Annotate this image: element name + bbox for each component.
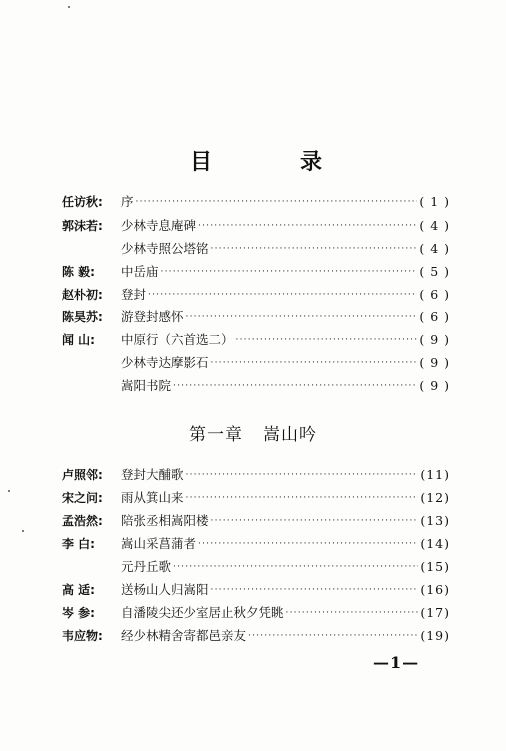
toc-page-ref: ( 9 ) — [419, 378, 450, 393]
toc-row — [0, 603, 506, 623]
toc-entry — [121, 192, 450, 212]
toc-author: 岑 参: — [62, 606, 95, 620]
toc-page-ref: ( 9 ) — [419, 355, 450, 370]
toc-entry — [121, 239, 450, 259]
toc-author: 赵朴初: — [62, 288, 103, 302]
toc-entry — [121, 534, 450, 554]
toc-page-ref: (15) — [420, 559, 450, 574]
toc-entry — [121, 262, 450, 282]
toc-author: 李 白: — [62, 537, 95, 551]
toc-entry — [121, 488, 450, 508]
toc-page-ref: (11) — [420, 467, 450, 482]
toc-entry-title: 经少林精舍寄都邑亲友 — [121, 628, 247, 643]
toc-row — [0, 216, 506, 236]
toc-author: 高 适: — [62, 583, 95, 597]
toc-entry-title: 序 — [121, 194, 134, 209]
toc-leader-dots — [236, 330, 418, 350]
toc-leader-dots — [211, 511, 419, 531]
toc-row — [0, 239, 506, 259]
toc-row — [0, 626, 506, 646]
toc-entry-title: 少林寺息庵碑 — [121, 218, 197, 233]
toc-leader-dots — [161, 262, 418, 282]
toc-page-ref: (13) — [420, 513, 450, 528]
toc-entry — [121, 603, 450, 623]
chapter-number: 第一章 — [189, 425, 243, 445]
toc-row — [0, 192, 506, 212]
toc-leader-dots — [211, 239, 418, 259]
chapter-heading — [0, 420, 506, 445]
toc-entry-title: 自潘陵尖还少室居止秋夕凭眺 — [121, 605, 284, 620]
toc-entry-title: 元丹丘歌 — [121, 559, 172, 574]
toc-leader-dots — [173, 557, 418, 577]
toc-author: 陈 毅: — [62, 265, 95, 279]
toc-leader-dots — [186, 465, 419, 485]
toc-leader-dots — [198, 216, 417, 236]
toc-row — [0, 580, 506, 600]
scan-speck — [68, 6, 70, 8]
toc-entry — [121, 376, 450, 396]
page-title — [0, 145, 506, 175]
toc-leader-dots — [211, 353, 418, 373]
toc-leader-dots — [148, 285, 417, 305]
toc-page-ref: ( 1 ) — [419, 194, 450, 209]
title-char-2: 录 — [300, 150, 323, 175]
toc-entry-title: 送杨山人归嵩阳 — [121, 582, 209, 597]
page-number: —1— — [373, 653, 420, 672]
toc-author: 宋之问: — [62, 491, 103, 505]
toc-entry — [121, 307, 450, 327]
toc-page-ref: ( 6 ) — [419, 309, 450, 324]
toc-entry — [121, 285, 450, 305]
toc-leader-dots — [186, 307, 418, 327]
toc-leader-dots — [248, 626, 418, 646]
toc-page-ref: (17) — [420, 605, 450, 620]
toc-row — [0, 262, 506, 282]
toc-leader-dots — [211, 580, 419, 600]
toc-page-ref: (16) — [420, 582, 450, 597]
title-char-1: 目 — [190, 150, 213, 175]
toc-page-ref: (14) — [420, 536, 450, 551]
toc-row — [0, 557, 506, 577]
toc-entry — [121, 557, 450, 577]
toc-row — [0, 488, 506, 508]
toc-leader-dots — [136, 192, 418, 212]
toc-entry — [121, 353, 450, 373]
toc-entry — [121, 511, 450, 531]
toc-entry-title: 少林寺达摩影石 — [121, 355, 209, 370]
toc-page-ref: ( 5 ) — [419, 264, 450, 279]
toc-entry — [121, 330, 450, 350]
chapter-name: 嵩山吟 — [263, 425, 317, 445]
toc-page-ref: ( 6 ) — [419, 287, 450, 302]
toc-author: 任访秋: — [62, 195, 103, 209]
toc-leader-dots — [198, 534, 418, 554]
toc-entry — [121, 580, 450, 600]
toc-entry-title: 游登封感怀 — [121, 309, 184, 324]
toc-entry-title: 少林寺照公塔铭 — [121, 241, 209, 256]
toc-entry-title: 陪张丞相嵩阳楼 — [121, 513, 209, 528]
toc-author: 孟浩然: — [62, 514, 103, 528]
toc-row — [0, 376, 506, 396]
toc-row — [0, 511, 506, 531]
toc-page-ref: (12) — [420, 490, 450, 505]
toc-leader-dots — [286, 603, 419, 623]
toc-page-ref: ( 4 ) — [419, 218, 450, 233]
toc-entry-title: 中岳庙 — [121, 264, 159, 279]
toc-row — [0, 534, 506, 554]
toc-entry-title: 雨从箕山来 — [121, 490, 184, 505]
toc-entry-title: 登封大酺歌 — [121, 467, 184, 482]
toc-leader-dots — [173, 376, 417, 396]
toc-row — [0, 353, 506, 373]
toc-row — [0, 330, 506, 350]
toc-author: 韦应物: — [62, 629, 103, 643]
toc-author: 郭沫若: — [62, 219, 103, 233]
toc-leader-dots — [186, 488, 419, 508]
toc-entry-title: 登封 — [121, 287, 147, 302]
toc-page-ref: ( 4 ) — [419, 241, 450, 256]
toc-entry-title: 嵩山采菖蒲者 — [121, 536, 197, 551]
toc-row — [0, 285, 506, 305]
toc-author: 陈昊苏: — [62, 310, 103, 324]
toc-page-ref: (19) — [420, 628, 450, 643]
toc-entry — [121, 465, 450, 485]
toc-row — [0, 307, 506, 327]
toc-entry — [121, 626, 450, 646]
toc-author: 卢照邻: — [62, 468, 103, 482]
toc-row — [0, 465, 506, 485]
toc-page-ref: ( 9 ) — [419, 332, 450, 347]
toc-entry — [121, 216, 450, 236]
toc-entry-title: 中原行（六首选二） — [121, 332, 234, 347]
toc-entry-title: 嵩阳书院 — [121, 378, 172, 393]
toc-author: 闻 山: — [62, 333, 95, 347]
